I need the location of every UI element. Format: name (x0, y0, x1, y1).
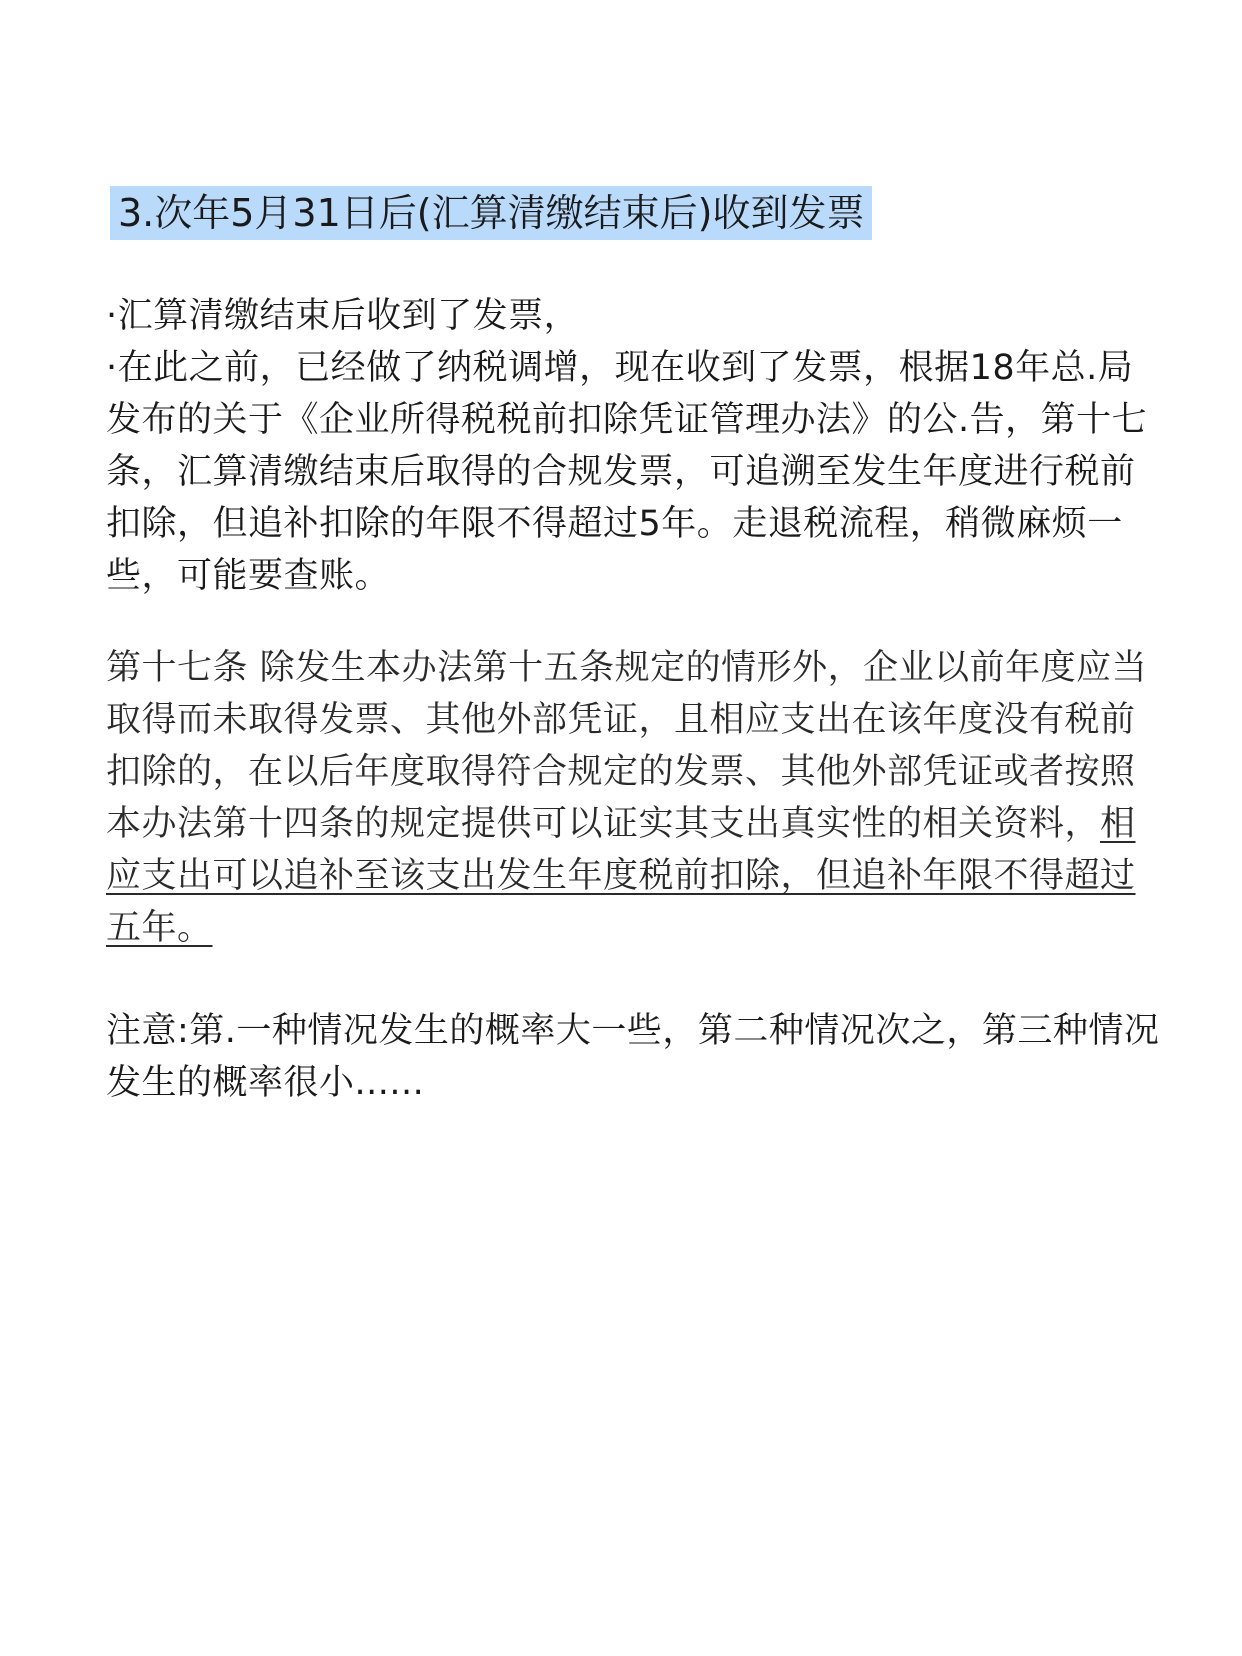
bullet-item: ·在此之前，已经做了纳税调增，现在收到了发票，根据18年总.局发布的关于《企业所得税税前扣除凭证管理办法》的公.告，第十七条，汇算清缴结束后取得的合规发票，可追溯至发生年度进行税前扣除，但追补扣除的年限不得超过5年。走退税流程，稍微麻烦一些，可能要查账。 (106, 348, 1148, 596)
note-text: 注意:第.一种情况发生的概率大一些，第二种情况次之，第三种情况发生的概率很小...... (106, 1011, 1160, 1103)
regulation-text-plain: 第十七条 除发生本办法第十五条规定的情形外，企业以前年度应当取得而未取得发票、其他外部凭证，且相应支出在该年度没有税前扣除的，在以后年度取得符合规定的发票、其他外部凭证或者按照本办法第十四条的规定提供可以证实其支出真实性的相关资料， (106, 648, 1148, 844)
regulation-quote (106, 642, 1166, 954)
note-paragraph (106, 1005, 1166, 1109)
explanation-paragraph (106, 290, 1166, 602)
regulation-text (106, 642, 1166, 954)
regulation-text-underlined: 相应支出可以追补至该支出发生年度税前扣除，但追补年限不得超过五年。 (106, 804, 1136, 948)
bullet-item: ·汇算清缴结束后收到了发票， (106, 296, 580, 336)
section-heading: 3.次年5月31日后(汇算清缴结束后)收到发票 (110, 186, 872, 240)
